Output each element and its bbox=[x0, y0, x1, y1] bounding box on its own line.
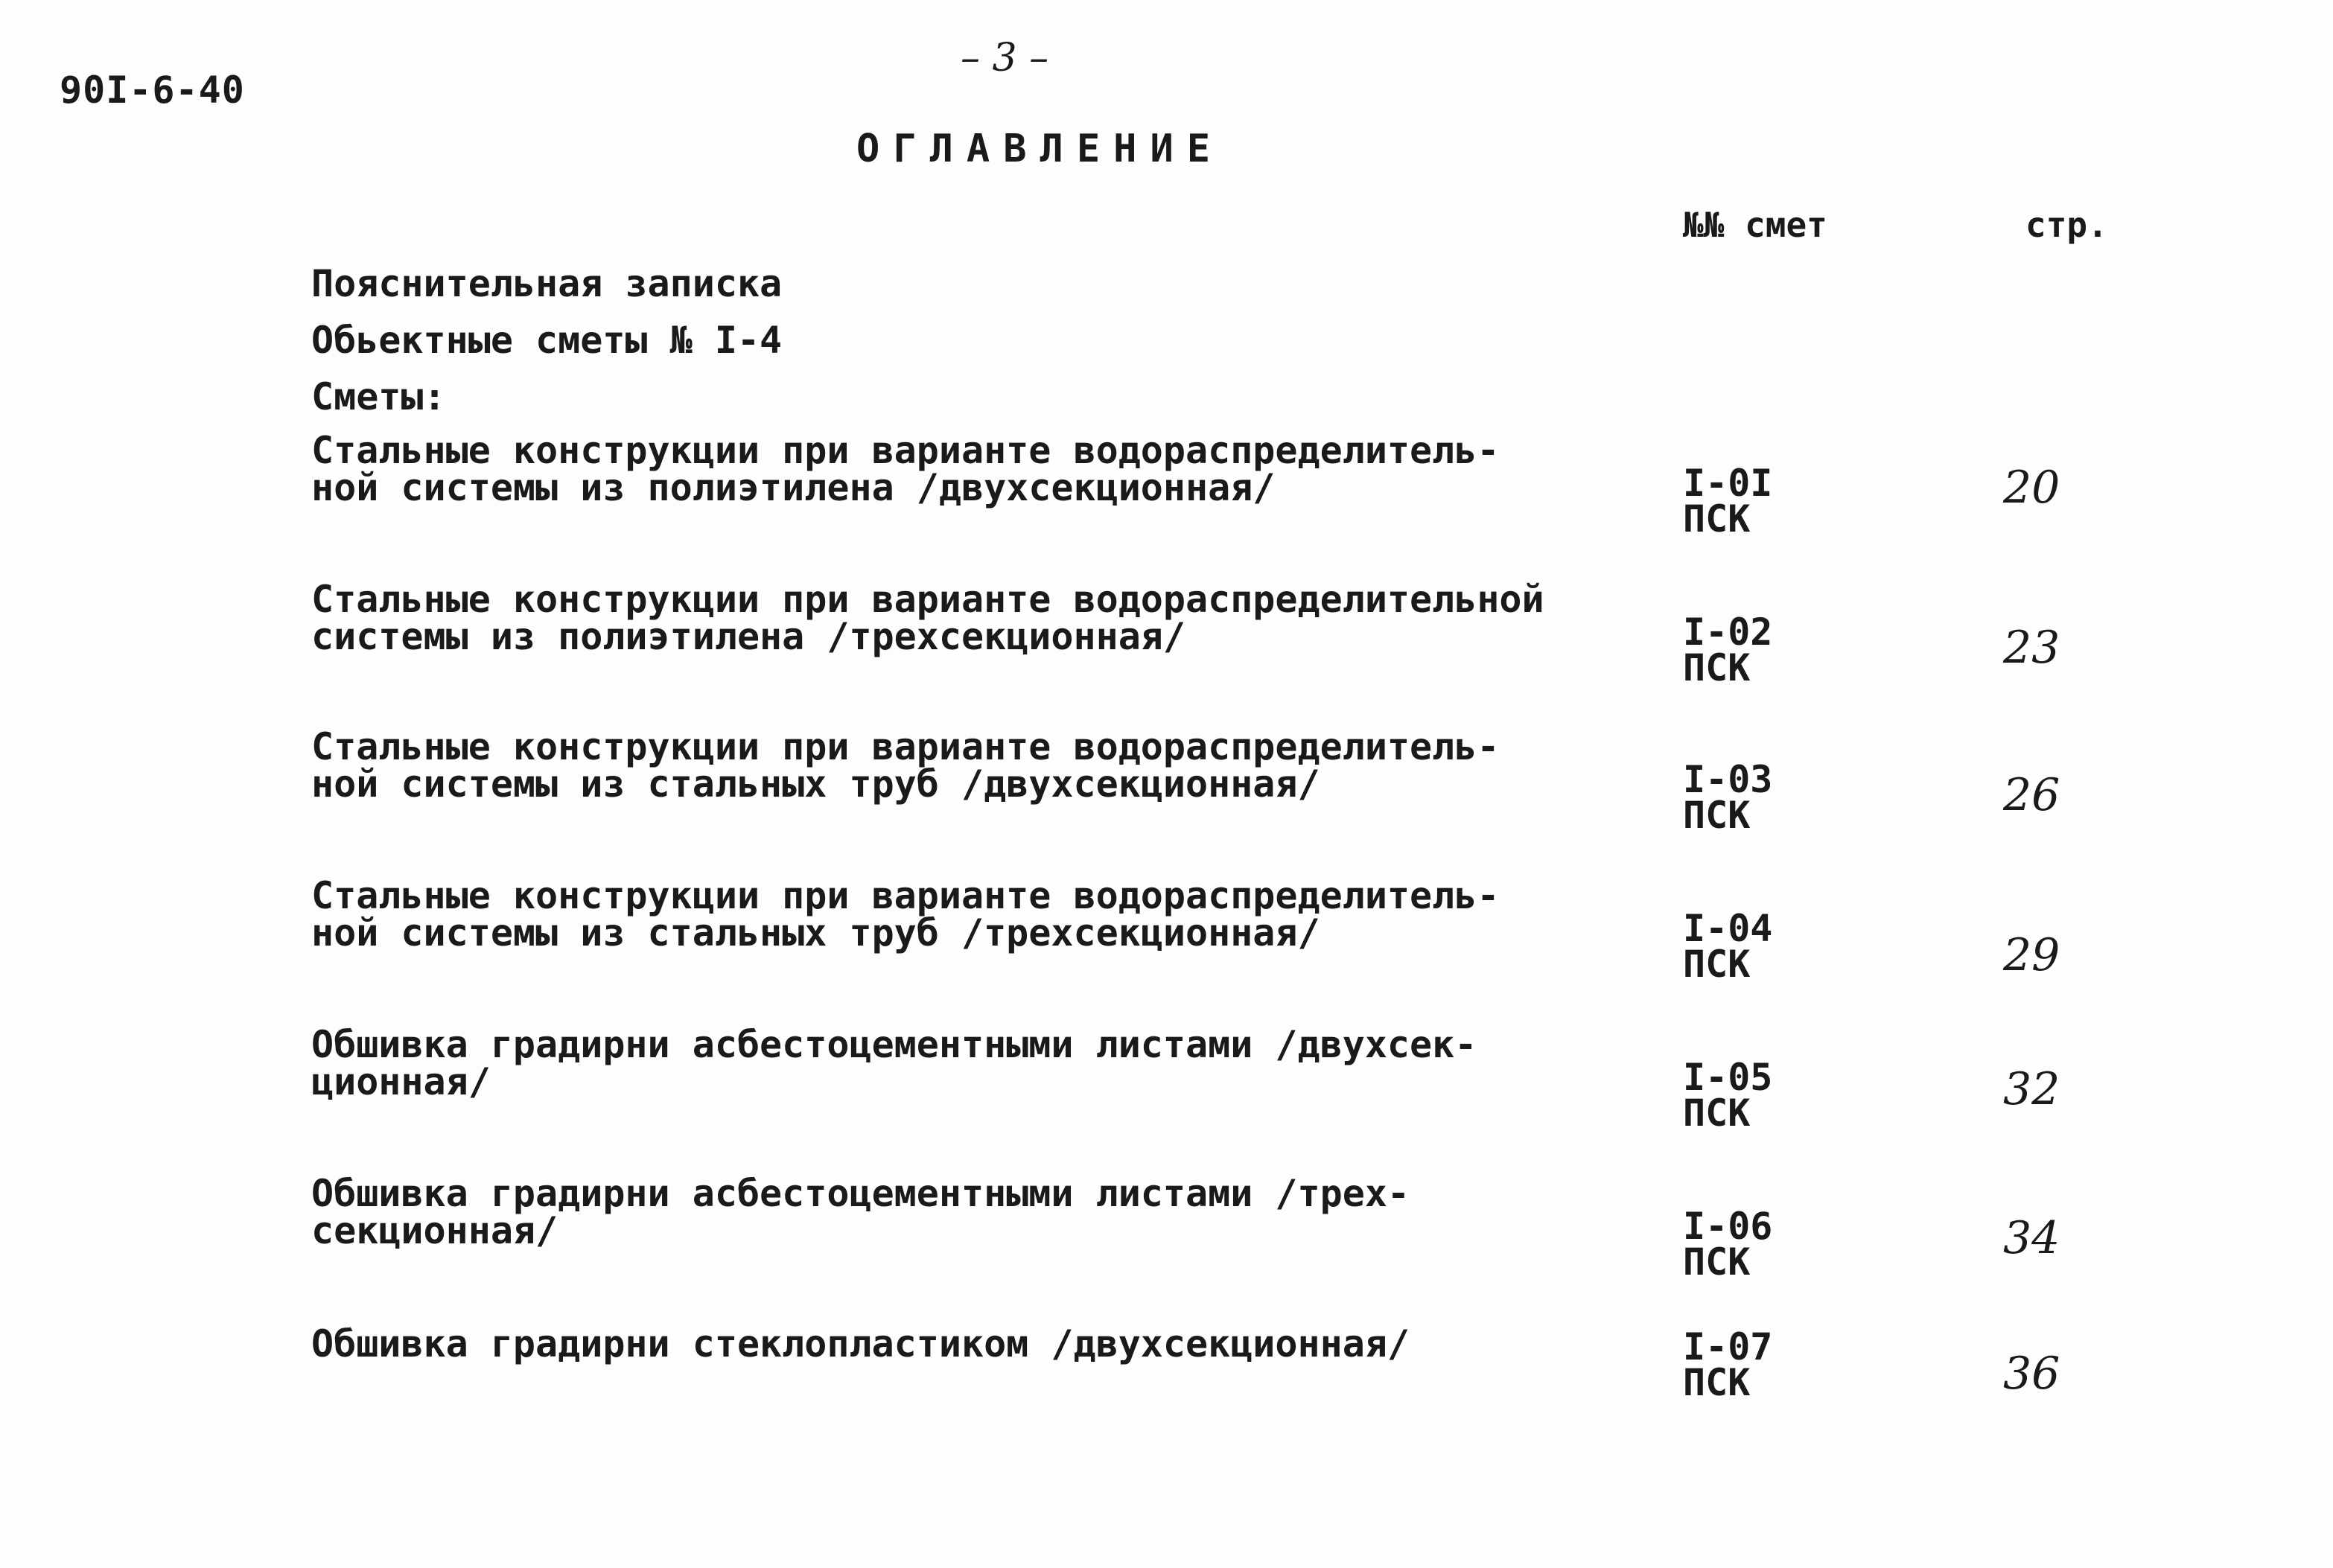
estimate-number: I-05 bbox=[1683, 1056, 1773, 1099]
entry-page-number: 32 bbox=[2003, 1063, 2060, 1115]
entry-page-number: 29 bbox=[2003, 929, 2060, 981]
page-title: ОГЛАВЛЕНИЕ bbox=[856, 127, 1224, 171]
entry-text-line-1: Стальные конструкции при варианте водораспределительной bbox=[311, 578, 1544, 621]
estimate-number: I-07 bbox=[1683, 1325, 1773, 1368]
entry-text bbox=[311, 725, 1500, 806]
estimate-suffix: ПСК bbox=[1683, 497, 1751, 541]
entry-text bbox=[311, 1023, 1477, 1103]
entry-page-number: 34 bbox=[2003, 1212, 2060, 1264]
estimate-suffix: ПСК bbox=[1683, 1091, 1751, 1135]
estimate-suffix: ПСК bbox=[1683, 646, 1751, 689]
entry-text-line-1: Стальные конструкции при варианте водораспределитель- bbox=[311, 874, 1500, 917]
estimate-number: I-03 bbox=[1683, 758, 1773, 801]
entry-estimate-code bbox=[1683, 758, 1773, 837]
estimate-suffix: ПСК bbox=[1683, 1361, 1751, 1404]
intro-line-estimates-heading: Сметы: bbox=[311, 375, 446, 418]
entry-text-line-2: секционная/ bbox=[311, 1209, 558, 1252]
entry-text-line-1: Обшивка градирни асбестоцементными листами /двухсек- bbox=[311, 1023, 1477, 1066]
entry-text bbox=[311, 1322, 1410, 1365]
entry-text-line-1: Обшивка градирни стеклопластиком /двухсекционная/ bbox=[311, 1322, 1410, 1365]
entry-page-number: 20 bbox=[2003, 462, 2060, 514]
entry-estimate-code bbox=[1683, 1205, 1773, 1284]
entry-text-line-2: ной системы из стальных труб /трехсекционная/ bbox=[311, 911, 1320, 954]
estimate-number: I-0I bbox=[1683, 462, 1773, 505]
entry-estimate-code bbox=[1683, 1325, 1773, 1404]
entry-text bbox=[311, 429, 1500, 509]
estimate-number: I-04 bbox=[1683, 907, 1773, 950]
intro-line-object-estimates: Обьектные сметы № I-4 bbox=[311, 319, 783, 362]
column-header-estimate-no: №№ смет bbox=[1683, 205, 1827, 245]
entry-text-line-1: Стальные конструкции при варианте водораспределитель- bbox=[311, 429, 1500, 472]
estimate-suffix: ПСК bbox=[1683, 943, 1751, 986]
entry-text-line-1: Стальные конструкции при варианте водораспределитель- bbox=[311, 725, 1500, 768]
entry-page-number: 36 bbox=[2003, 1348, 2060, 1400]
entry-text-line-2: ной системы из полиэтилена /двухсекционная/ bbox=[311, 466, 1276, 509]
entry-estimate-code bbox=[1683, 462, 1773, 541]
entry-estimate-code bbox=[1683, 1056, 1773, 1135]
entry-text-line-1: Обшивка градирни асбестоцементными листами /трех- bbox=[311, 1172, 1410, 1215]
entry-page-number: 26 bbox=[2003, 769, 2060, 821]
entry-text bbox=[311, 874, 1500, 954]
column-header-page: стр. bbox=[2025, 205, 2108, 245]
entry-page-number: 23 bbox=[2003, 622, 2060, 674]
estimate-number: I-02 bbox=[1683, 611, 1773, 654]
estimate-suffix: ПСК bbox=[1683, 794, 1751, 837]
intro-line-explanatory-note: Пояснительная записка bbox=[311, 262, 783, 305]
entry-text bbox=[311, 1172, 1410, 1252]
estimate-number: I-06 bbox=[1683, 1205, 1773, 1248]
estimate-suffix: ПСК bbox=[1683, 1240, 1751, 1284]
entry-text-line-2: ной системы из стальных труб /двухсекционная/ bbox=[311, 762, 1320, 806]
entry-text-line-2: системы из полиэтилена /трехсекционная/ bbox=[311, 615, 1185, 658]
entry-text-line-2: ционная/ bbox=[311, 1060, 491, 1103]
page-number: – 3 – bbox=[961, 36, 1049, 80]
document-code: 90I-6-40 bbox=[60, 68, 245, 112]
entry-estimate-code bbox=[1683, 611, 1773, 689]
entry-estimate-code bbox=[1683, 907, 1773, 986]
entry-text bbox=[311, 578, 1544, 658]
